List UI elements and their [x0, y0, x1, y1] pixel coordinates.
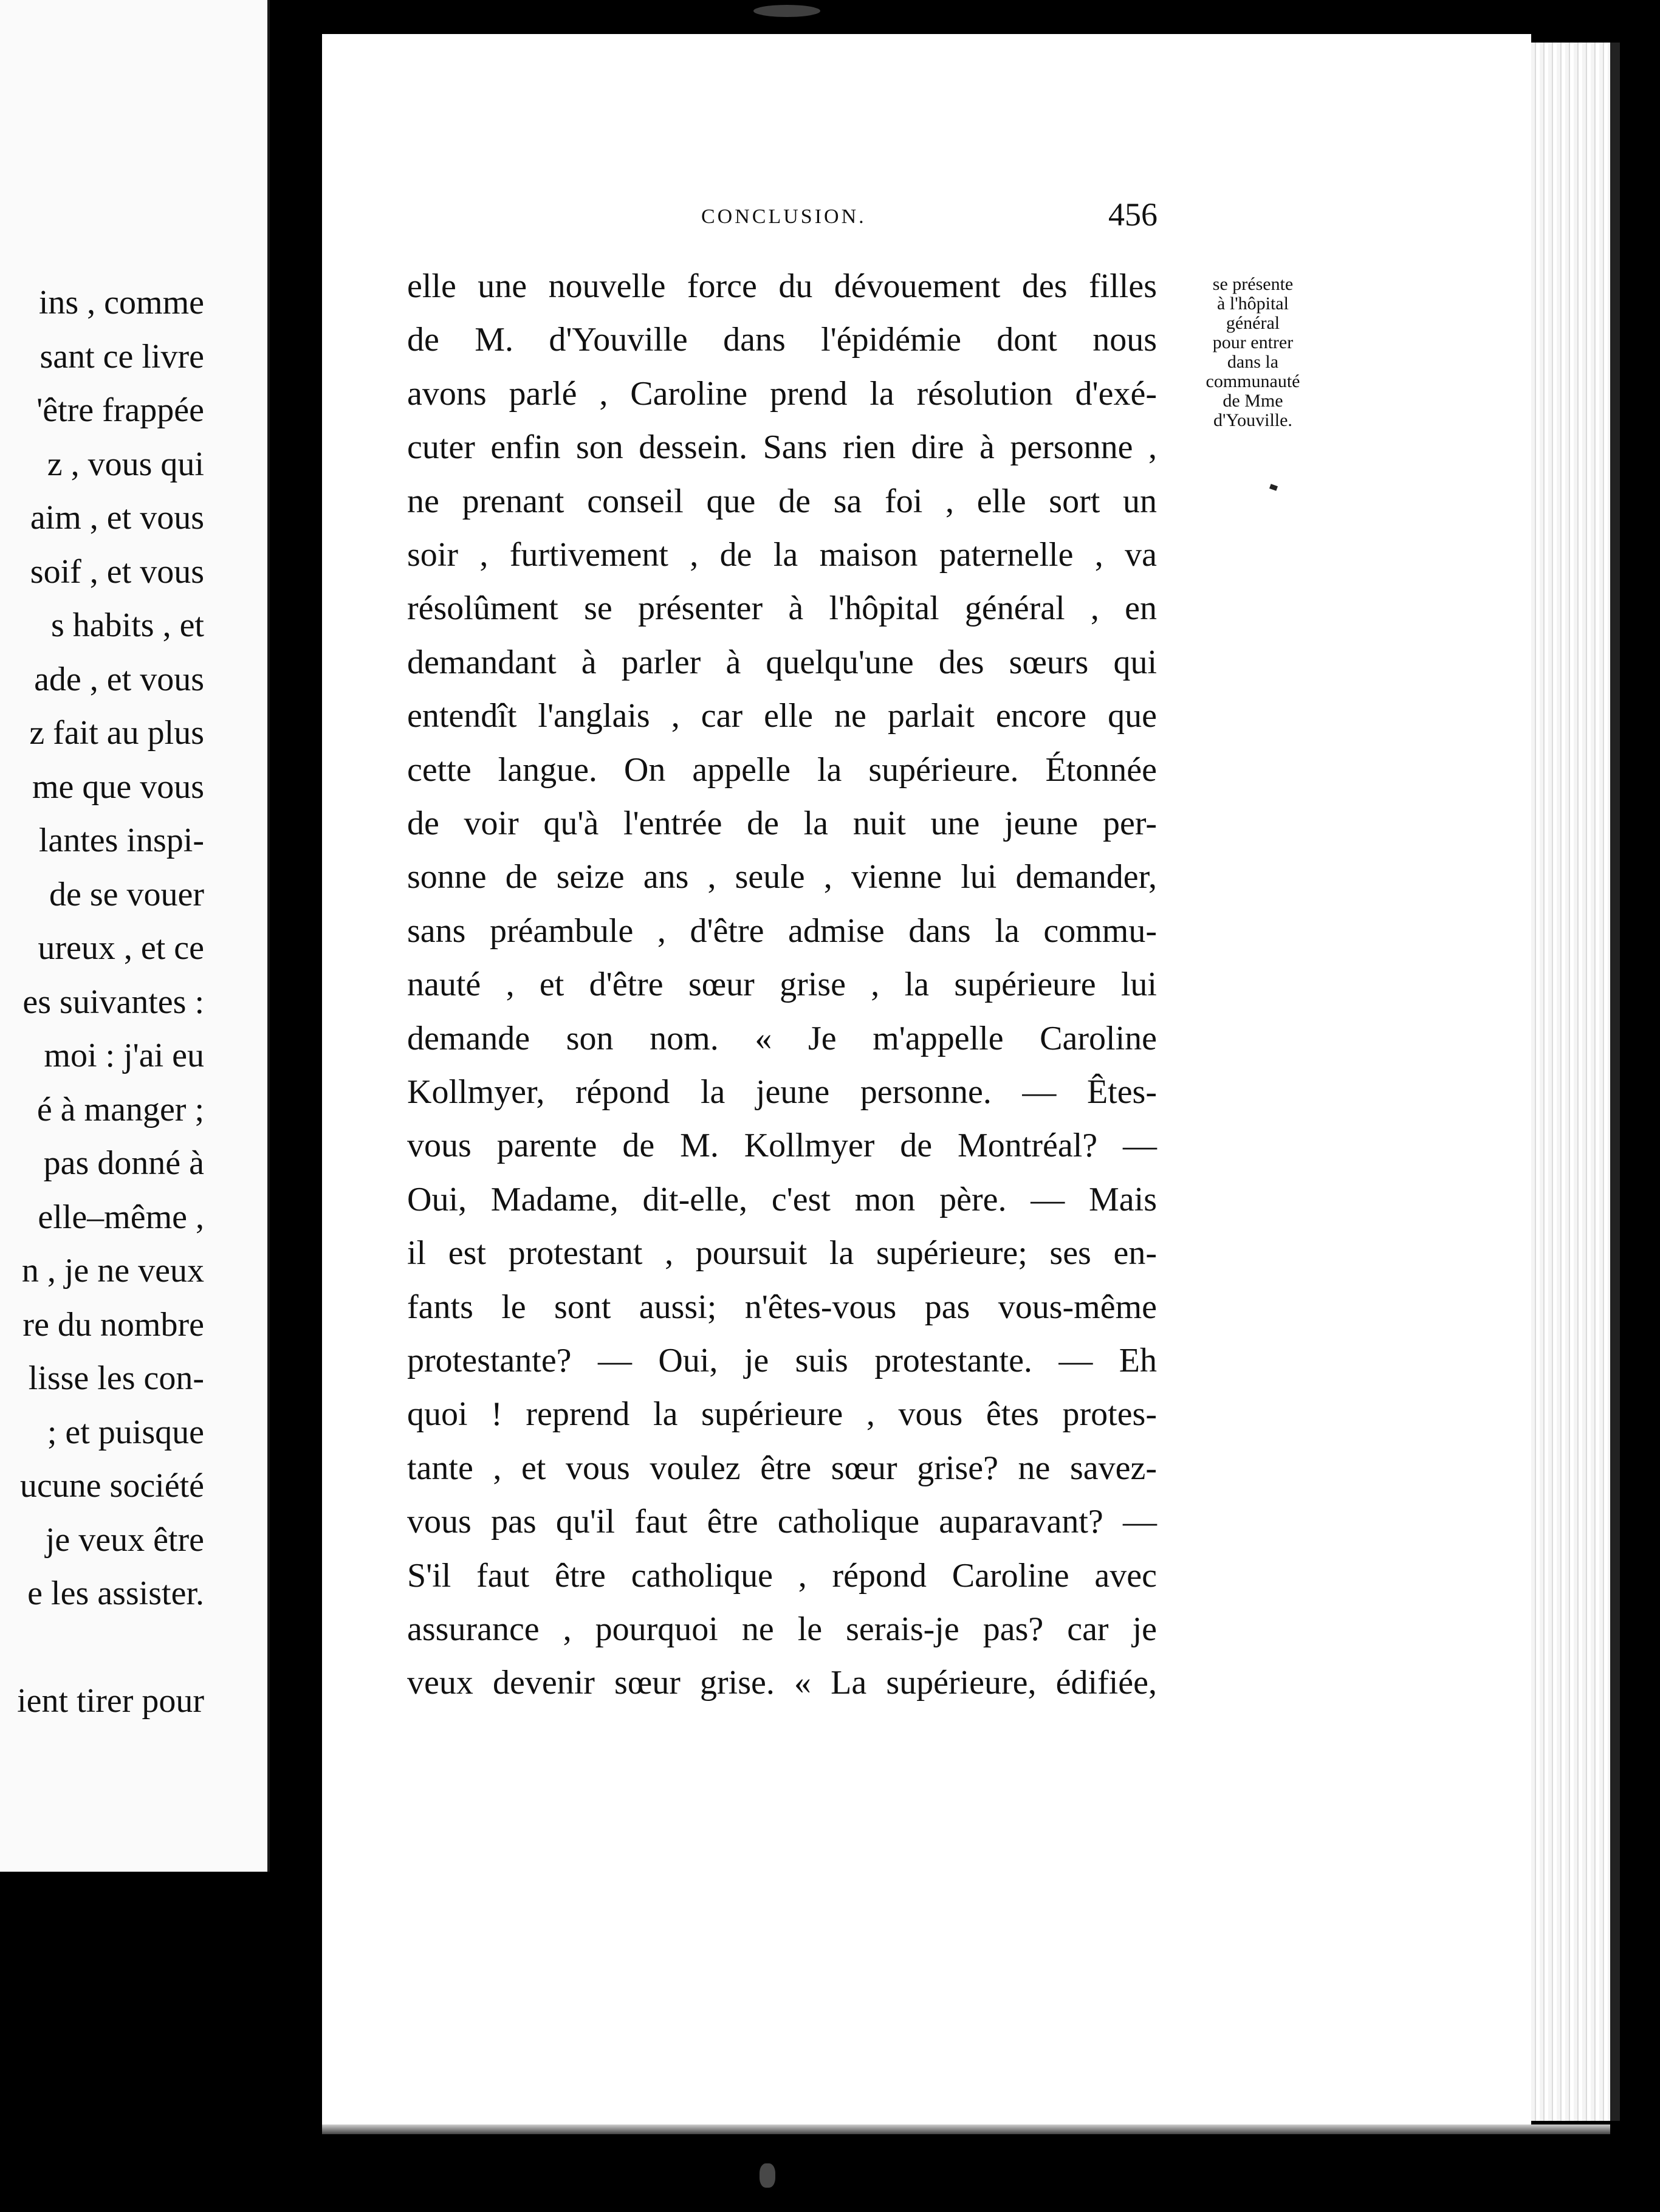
left-page-line: ade , et vous: [34, 660, 204, 698]
body-line: nauté , et d'être sœur grise , la supérieure lui: [407, 966, 1157, 1004]
page-edges: [1531, 43, 1610, 2121]
body-line: sans préambule , d'être admise dans la commu-: [407, 912, 1157, 950]
margin-note-line: se présente: [1212, 274, 1294, 294]
body-line: soir , furtivement , de la maison paternelle , va: [407, 536, 1157, 574]
left-page-line: soif , et vous: [30, 552, 204, 591]
body-line: cette langue. On appelle la supérieure. Étonnée: [407, 750, 1157, 789]
body-line: entendît l'anglais , car elle ne parlait encore que: [407, 697, 1157, 735]
body-line: protestante? — Oui, je suis protestante. — Eh: [407, 1342, 1157, 1379]
left-page-line: ucune société: [19, 1467, 204, 1505]
left-page-line: ; et puisque: [47, 1413, 204, 1451]
body-line: quoi ! reprend la supérieure , vous êtes protes-: [407, 1395, 1157, 1434]
margin-note-line: à l'hôpital: [1217, 294, 1289, 314]
left-page-line: aim , et vous: [30, 499, 204, 537]
margin-note-line: pour entrer: [1212, 332, 1294, 352]
left-page-line: lantes inspi-: [38, 822, 204, 859]
body-line: résolûment se présenter à l'hôpital général , en: [407, 589, 1157, 628]
left-page-line: pas donné à: [43, 1144, 204, 1182]
body-line: veux devenir sœur grise. « La supérieure, édifiée,: [407, 1664, 1157, 1702]
left-page-line: elle–même ,: [38, 1198, 204, 1236]
body-line: fants le sont aussi; n'êtes-vous pas vous-même: [407, 1288, 1157, 1326]
left-page-line: 'être frappée: [36, 391, 204, 429]
margin-note: [1168, 275, 1338, 430]
body-line: vous pas qu'il faut être catholique auparavant? —: [407, 1503, 1157, 1541]
body-line: il est protestant , poursuit la supérieure; ses en-: [407, 1234, 1157, 1273]
body-line: elle une nouvelle force du dévouement des filles: [407, 267, 1157, 305]
body-line: sonne de seize ans , seule , vienne lui demander,: [407, 858, 1157, 896]
left-page-line: s habits , et: [51, 606, 204, 644]
body-line: demande son nom. « Je m'appelle Caroline: [407, 1019, 1157, 1057]
page-number: 456: [1108, 196, 1158, 233]
left-page-line: lisse les con-: [28, 1359, 204, 1397]
left-page-line: é à manger ;: [36, 1090, 204, 1128]
margin-mark: [1269, 484, 1278, 491]
running-head: CONCLUSION.: [701, 205, 866, 228]
left-page-line: ins , comme: [38, 284, 204, 321]
margin-note-line: dans la: [1227, 352, 1279, 372]
body-line: avons parlé , Caroline prend la résolution d'exé-: [407, 374, 1157, 413]
body-line: assurance , pourquoi ne le serais-je pas? car je: [407, 1610, 1157, 1648]
body-line: vous parente de M. Kollmyer de Montréal? —: [407, 1127, 1157, 1165]
left-page-line: e les assister.: [27, 1575, 204, 1612]
right-page: [322, 34, 1531, 2124]
margin-note-line: général: [1226, 313, 1280, 333]
body-line: Kollmyer, répond la jeune personne. — Êtes-: [407, 1073, 1157, 1111]
left-page-line: z , vous qui: [47, 445, 204, 483]
left-page: [0, 0, 270, 1872]
left-page-line: ient tirer pour: [17, 1681, 204, 1720]
left-page-line: de se vouer: [49, 875, 204, 913]
body-line: de M. d'Youville dans l'épidémie dont nous: [407, 321, 1157, 359]
margin-note-line: d'Youville.: [1213, 410, 1292, 430]
left-page-line: moi : j'ai eu: [44, 1037, 204, 1074]
left-page-line: ureux , et ce: [38, 929, 204, 967]
body-line: ne prenant conseil que de sa foi , elle sort un: [407, 482, 1157, 520]
body-line: demandant à parler à quelqu'une des sœurs qui: [407, 643, 1157, 681]
left-page-line: re du nombre: [22, 1305, 204, 1344]
page-bottom-edge: [322, 2124, 1610, 2134]
left-page-line: es suivantes :: [22, 983, 204, 1021]
left-page-line: n , je ne veux: [21, 1252, 204, 1290]
left-page-line: sant ce livre: [39, 337, 204, 376]
body-line: Oui, Madame, dit-elle, c'est mon père. — Mais: [407, 1180, 1157, 1218]
book-spine-edge: [1610, 43, 1620, 2121]
margin-note-line: communauté: [1206, 371, 1300, 391]
body-line: S'il faut être catholique , répond Caroline avec: [407, 1556, 1157, 1595]
scan-smudge-bottom: [760, 2163, 775, 2188]
left-page-line: z fait au plus: [29, 714, 204, 752]
body-line: tante , et vous voulez être sœur grise? ne savez-: [407, 1449, 1157, 1487]
left-page-line: je veux être: [45, 1520, 204, 1559]
margin-note-line: de Mme: [1223, 391, 1283, 411]
body-line: de voir qu'à l'entrée de la nuit une jeune per-: [407, 805, 1157, 842]
body-line: cuter enfin son dessein. Sans rien dire à personne ,: [407, 428, 1157, 467]
left-page-line: me que vous: [32, 768, 204, 806]
scan-smudge-top: [753, 5, 820, 17]
